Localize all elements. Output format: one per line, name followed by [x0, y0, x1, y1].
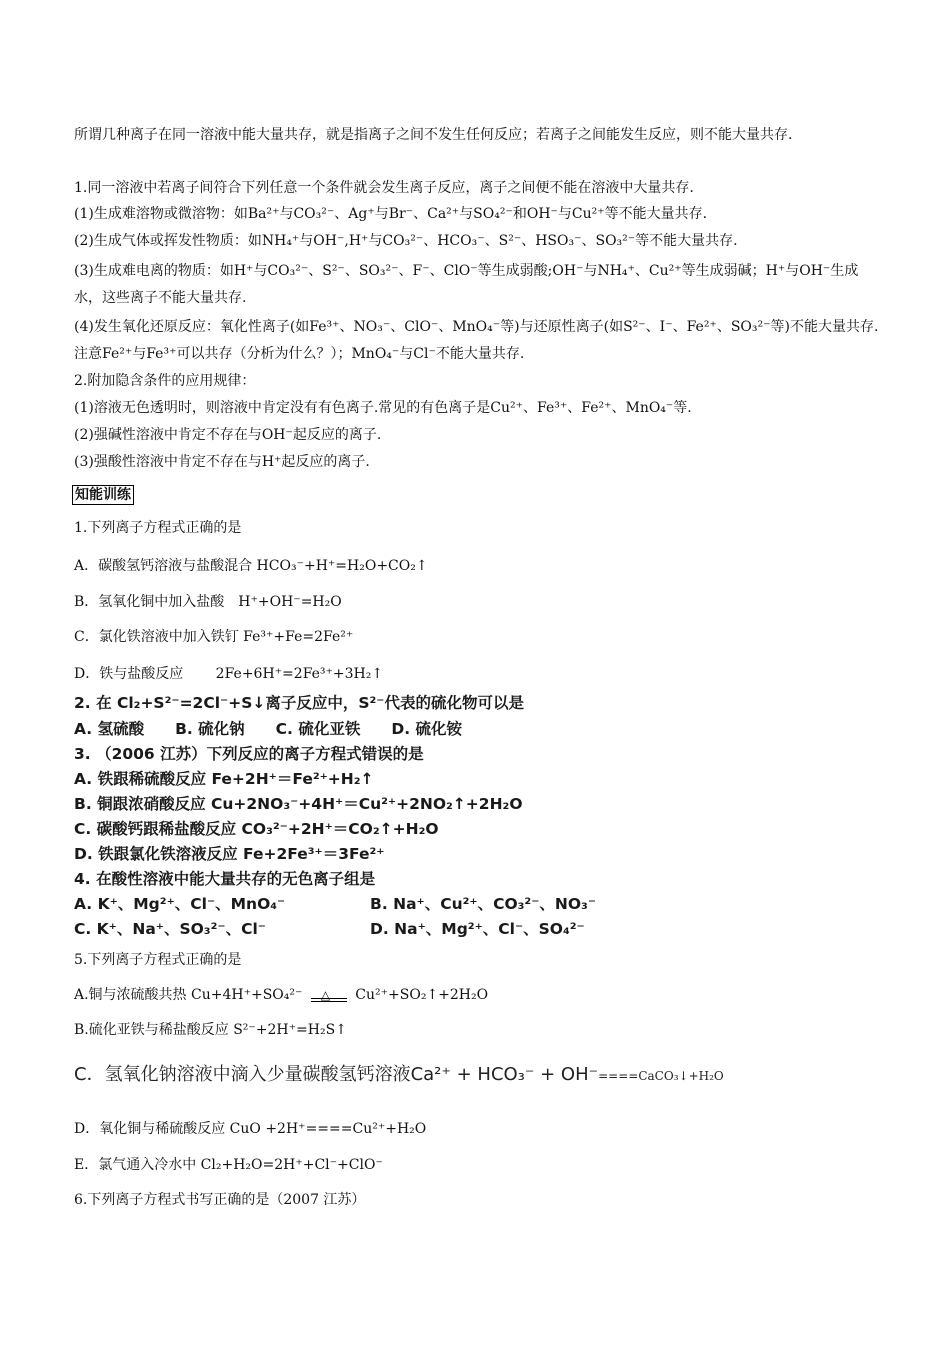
- q5-stem: 5.下列离子方程式正确的是: [74, 952, 242, 968]
- intro-paragraph: 所谓几种离子在同一溶液中能大量共存，就是指离子之间不发生任何反应；若离子之间能发生反应，则不能大量共存.: [74, 127, 793, 143]
- q1-option-c: C．氯化铁溶液中加入铁钉 Fe³⁺+Fe=2Fe²⁺: [74, 629, 354, 645]
- q2-stem: 2. 在 Cl₂+S²⁻=2Cl⁻+S↓离子反应中，S²⁻代表的硫化物可以是: [74, 694, 524, 712]
- heating-arrow-icon: [307, 987, 351, 1003]
- q5-option-a: [74, 985, 488, 1005]
- rule-2-item-2: (2)强碱性溶液中肯定不存在与OH⁻起反应的离子.: [74, 427, 382, 443]
- condition-2: (2)生成气体或挥发性物质：如NH₄⁺与OH⁻,H⁺与CO₃²⁻、HCO₃⁻、S²⁻、HSO₃⁻、SO₃²⁻等不能大量共存.: [74, 233, 738, 249]
- condition-3: (3)生成难电离的物质：如H⁺与CO₃²⁻、S²⁻、SO₃²⁻、F⁻、ClO⁻等生成弱酸;OH⁻与NH₄⁺、Cu²⁺等生成弱碱；H⁺与OH⁻生成水，这些离子不能大量共存.: [74, 263, 859, 306]
- q5-option-a-products: Cu²⁺+SO₂↑+2H₂O: [355, 987, 489, 1003]
- q3-option-c: C. 碳酸钙跟稀盐酸反应 CO₃²⁻+2H⁺＝CO₂↑+H₂O: [74, 820, 439, 838]
- q3-option-d: D. 铁跟氯化铁溶液反应 Fe+2Fe³⁺＝3Fe²⁺: [74, 845, 385, 863]
- q4-option-b: B. Na⁺、Cu²⁺、CO₃²⁻、NO₃⁻: [370, 895, 597, 913]
- q4-option-c: C. K⁺、Na⁺、SO₃²⁻、Cl⁻: [74, 920, 266, 938]
- q4-option-d: D. Na⁺、Mg²⁺、Cl⁻、SO₄²⁻: [370, 920, 585, 938]
- q1-option-d: D．铁与盐酸反应 2Fe+6H⁺=2Fe³⁺+3H₂↑: [74, 666, 384, 682]
- q4-option-a: A. K⁺、Mg²⁺、Cl⁻、MnO₄⁻: [74, 895, 286, 913]
- heat-condition: △: [320, 988, 331, 1002]
- q5-option-b: B.硫化亚铁与稀盐酸反应 S²⁻+2H⁺=H₂S↑: [74, 1022, 347, 1038]
- q5-option-c: [74, 1060, 724, 1086]
- q5-option-c-products: ====CaCO₃↓+H₂O: [598, 1069, 724, 1083]
- q1-stem: 1.下列离子方程式正确的是: [74, 520, 242, 536]
- q5-option-e: E．氯气通入冷水中 Cl₂+H₂O=2H⁺+Cl⁻+ClO⁻: [74, 1157, 383, 1173]
- condition-4: (4)发生氧化还原反应：氧化性离子(如Fe³⁺、NO₃⁻、ClO⁻、MnO₄⁻等)与还原性离子(如S²⁻、I⁻、Fe²⁺、SO₃²⁻等)不能大量共存.注意Fe²⁺与Fe³⁺可以共存（分析为什么？）；MnO₄⁻与Cl⁻不能大量共存.: [74, 319, 879, 362]
- q3-stem: 3. （2006 江苏）下列反应的离子方程式错误的是: [74, 745, 424, 763]
- q1-option-a: A．碳酸氢钙溶液与盐酸混合 HCO₃⁻+H⁺=H₂O+CO₂↑: [74, 558, 428, 574]
- q6-stem: 6.下列离子方程式书写正确的是（2007 江苏）: [74, 1192, 366, 1208]
- rule-2-item-3: (3)强酸性溶液中肯定不存在与H⁺起反应的离子.: [74, 454, 370, 470]
- section-title: 知能训练: [72, 485, 134, 505]
- rule-2-item-1: (1)溶液无色透明时，则溶液中肯定没有有色离子.常见的有色离子是Cu²⁺、Fe³⁺、Fe²⁺、MnO₄⁻等.: [74, 400, 692, 416]
- q3-option-a: A. 铁跟稀硫酸反应 Fe+2H⁺＝Fe²⁺+H₂↑: [74, 770, 374, 788]
- condition-1: (1)生成难溶物或微溶物：如Ba²⁺与CO₃²⁻、Ag⁺与Br⁻、Ca²⁺与SO₄²⁻和OH⁻与Cu²⁺等不能大量共存.: [74, 206, 708, 222]
- q2-options: A. 氢硫酸 B. 硫化钠 C. 硫化亚铁 D. 硫化铵: [74, 720, 462, 738]
- rule-1-heading: 1.同一溶液中若离子间符合下列任意一个条件就会发生离子反应，离子之间便不能在溶液中大量共存.: [74, 180, 694, 196]
- q5-option-d: D．氧化铜与稀硫酸反应 CuO +2H⁺====Cu²⁺+H₂O: [74, 1121, 427, 1137]
- q5-option-c-equation: C．氢氧化钠溶液中滴入少量碳酸氢钙溶液Ca²⁺ + HCO₃⁻ + OH⁻: [74, 1064, 599, 1085]
- q4-stem: 4. 在酸性溶液中能大量共存的无色离子组是: [74, 870, 376, 888]
- q3-option-b: B. 铜跟浓硝酸反应 Cu+2NO₃⁻+4H⁺＝Cu²⁺+2NO₂↑+2H₂O: [74, 795, 523, 813]
- q1-option-b: B．氢氧化铜中加入盐酸 H⁺+OH⁻=H₂O: [74, 594, 342, 610]
- rule-2-heading: 2.附加隐含条件的应用规律：: [74, 373, 256, 389]
- q5-option-a-reactants: A.铜与浓硫酸共热 Cu+4H⁺+SO₄²⁻: [74, 987, 303, 1003]
